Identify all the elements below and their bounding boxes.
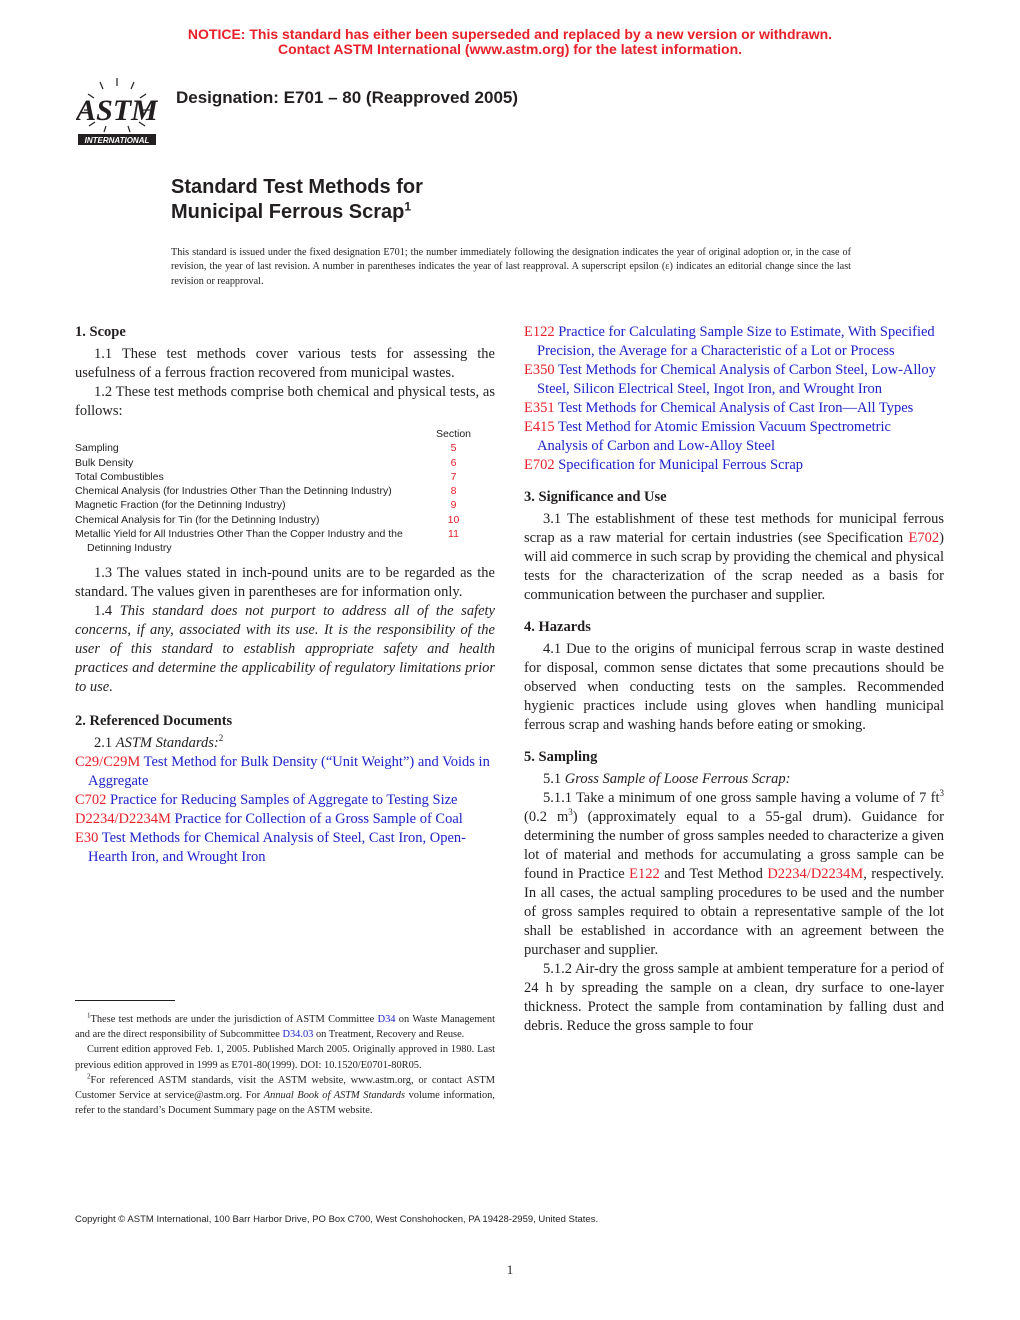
reference-item[interactable]: E350 Test Methods for Chemical Analysis of Carbon Steel, Low-Alloy Steel, Silicon Electrical Steel, Ingot Iron, and Wrought Iron bbox=[524, 362, 936, 397]
sampling-p3: 5.1.2 Air-dry the gross sample at ambient temperature for a period of 24 h by spreading the sample on a clean, dry surface to one-layer thickness. Protect the sample from contamination by falling dust and debris. Reduce the gross sample to four bbox=[524, 961, 944, 1034]
scope-heading: 1. Scope bbox=[75, 324, 126, 340]
table-row: Magnetic Fraction (for the Detinning Industry) 9 bbox=[75, 498, 475, 512]
refdocs-heading: 2. Referenced Documents bbox=[75, 712, 233, 729]
section-link[interactable]: 6 bbox=[450, 456, 457, 469]
copyright: Copyright © ASTM International, 100 Barr Harbor Drive, PO Box C700, West Conshohocken, PA 19428-2959, United States. bbox=[75, 1214, 599, 1225]
designation: Designation: E701 – 80 (Reapproved 2005) bbox=[176, 88, 519, 107]
section-link[interactable]: 8 bbox=[450, 485, 457, 498]
scope-p1: 1.1 These test methods cover various tests for assessing the usefulness of a ferrous fraction recovered from municipal wastes. bbox=[75, 346, 495, 381]
right-column bbox=[524, 323, 944, 1036]
table-row: Metallic Yield for All Industries Other Than the Copper Industry and the Detinning Industry 11 bbox=[75, 527, 475, 556]
section-link[interactable]: 10 bbox=[447, 513, 460, 526]
footnotes bbox=[75, 1012, 495, 1118]
test-sections-table bbox=[75, 427, 475, 556]
issued-note: This standard is issued under the fixed designation E701; the number immediately following the designation indicates the year of original adoption or, in the case of revision, the year of last revision. A number in parentheses indicates the year of last reapproval. A superscript epsilon (ε) indicates an editorial change since the last revision or reapproval. bbox=[171, 247, 851, 287]
d34-link[interactable]: D34 bbox=[377, 1014, 396, 1025]
reference-item[interactable]: E30 Test Methods for Chemical Analysis of Steel, Cast Iron, Open-Hearth Iron, and Wrought Iron bbox=[75, 829, 466, 865]
scope-p3: 1.3 The values stated in inch-pound units are to be regarded as the standard. The values given in parentheses are for information only. bbox=[75, 564, 495, 600]
reference-item[interactable]: E122 Practice for Calculating Sample Size to Estimate, With Specified Precision, the Average for a Characteristic of a Lot or Process bbox=[524, 324, 935, 359]
notice-line-2: Contact ASTM International (www.astm.org) for the latest information. bbox=[277, 41, 743, 57]
table-header: Section bbox=[435, 428, 472, 440]
significance-p1: 3.1 The establishment of these test methods for municipal ferrous scrap as a raw material for certain industries (see Specification E702) will aid commerce in such scrap by providing the chemical and physical tests for the characterization of the scrap needed as a basis for communication between the purchaser and supplier. bbox=[524, 511, 944, 603]
reference-item[interactable]: E351 Test Methods for Chemical Analysis of Cast Iron—All Types bbox=[524, 400, 914, 416]
footnote-2: $^2$For referenced ASTM standards, visit the ASTM website, www.astm.org, or contact ASTM Customer Service at service@astm.org. For Annual Book of ASTM Standards volume information, refer to the standard’s Document Summary page on the ASTM website. bbox=[75, 1072, 495, 1117]
reference-item[interactable]: C29/C29M Test Method for Bulk Density (“Unit Weight”) and Voids in Aggregate bbox=[75, 753, 490, 789]
hazards-heading: 4. Hazards bbox=[524, 619, 591, 635]
d3403-link[interactable]: D34.03 bbox=[282, 1029, 314, 1041]
sampling-p2: 5.1.1 Take a minimum of one gross sample having a volume of 7 $ft^3$ (0.2 $m^3$) (approximately equal to a 55-gal drum). Guidance for determining the number of gross samples needed to characterize a given lot of material and methods for accumulating a gross sample can be found in Practice E122 and Test Method D2234/D2234M, respectively. In all cases, the actual sampling procedures to be used and the number of gross samples required to obtain a representative sample of the lot shall be established in accordance with an agreement between the purchaser and supplier. bbox=[524, 788, 945, 958]
e702-link[interactable]: E702 bbox=[908, 530, 940, 546]
hazards-p1: 4.1 Due to the origins of municipal ferrous scrap in waste destined for disposal, common sense dictates that some precautions should be observed when conducting tests on the samples. Recommended hygienic practices include using gloves when handling municipal ferrous scrap and washing hands before eating or smoking. bbox=[524, 641, 944, 733]
reference-item[interactable]: E415 Test Method for Atomic Emission Vacuum Spectrometric Analysis of Carbon and Low-Alloy Steel bbox=[524, 419, 891, 454]
footnote-1-edition: Current edition approved Feb. 1, 2005. Published March 2005. Originally approved in 1980. Last previous edition approved in 1999 as E701-80(1999). DOI: 10.1520/E0701-80R05. bbox=[75, 1044, 495, 1071]
sampling-heading: 5. Sampling bbox=[524, 749, 598, 765]
sampling-p1: 5.1 Gross Sample of Loose Ferrous Scrap: bbox=[543, 771, 791, 787]
logo-letters: ASTM bbox=[76, 94, 158, 127]
section-link[interactable]: 9 bbox=[450, 499, 457, 512]
reference-item[interactable]: E702 Specification for Municipal Ferrous Scrap bbox=[524, 457, 804, 473]
section-link[interactable]: 7 bbox=[450, 470, 457, 483]
left-column bbox=[75, 323, 495, 867]
table-row: Chemical Analysis (for Industries Other Than the Detinning Industry) 8 bbox=[75, 484, 475, 498]
document-title bbox=[171, 175, 423, 225]
e122-link[interactable]: E122 bbox=[629, 866, 660, 882]
section-link[interactable]: 5 bbox=[450, 442, 457, 455]
title-line-1: Standard Test Methods for bbox=[171, 176, 423, 198]
table-row: Sampling 5 bbox=[75, 441, 475, 455]
astm-logo bbox=[76, 72, 158, 150]
footnote-divider bbox=[75, 1000, 175, 1001]
reference-item[interactable]: D2234/D2234M Practice for Collection of a Gross Sample of Coal bbox=[75, 810, 463, 827]
d2234-link[interactable]: D2234/D2234M bbox=[767, 866, 864, 882]
reference-item[interactable]: C702 Practice for Reducing Samples of Aggregate to Testing Size bbox=[75, 791, 458, 808]
scope-p2: 1.2 These test methods comprise both chemical and physical tests, as follows: bbox=[75, 384, 495, 419]
page-number: 1 bbox=[506, 1262, 514, 1277]
table-row: Total Combustibles 7 bbox=[75, 470, 475, 484]
title-line-2: Municipal Ferrous Scrap$^1$ bbox=[171, 199, 412, 223]
title-footnote-ref[interactable]: 1 bbox=[404, 199, 412, 214]
withdrawal-notice bbox=[0, 27, 1020, 57]
table-row: Chemical Analysis for Tin (for the Detinning Industry) 10 bbox=[75, 513, 475, 527]
scope-p4: 1.4 This standard does not purport to address all of the safety concerns, if any, associated with its use. It is the responsibility of the user of this standard to establish appropriate safety and health practices and determine the applicability of regulatory limitations prior to use. bbox=[75, 602, 495, 695]
refdocs-p1: 2.1 ASTM Standards:$^2$ bbox=[94, 732, 224, 751]
notice-line-1: NOTICE: This standard has either been superseded and replaced by a new version or withdrawn. bbox=[187, 26, 833, 42]
significance-heading: 3. Significance and Use bbox=[524, 489, 667, 505]
table-row: Bulk Density 6 bbox=[75, 456, 475, 470]
section-link[interactable]: 11 bbox=[448, 528, 459, 541]
footnote-1: $^1$These test methods are under the jurisdiction of ASTM Committee D34 on Waste Management and are the direct responsibility of Subcommittee D34.03 on Treatment, Recovery and Reuse. bbox=[75, 1011, 495, 1041]
logo-label: INTERNATIONAL bbox=[84, 136, 150, 145]
